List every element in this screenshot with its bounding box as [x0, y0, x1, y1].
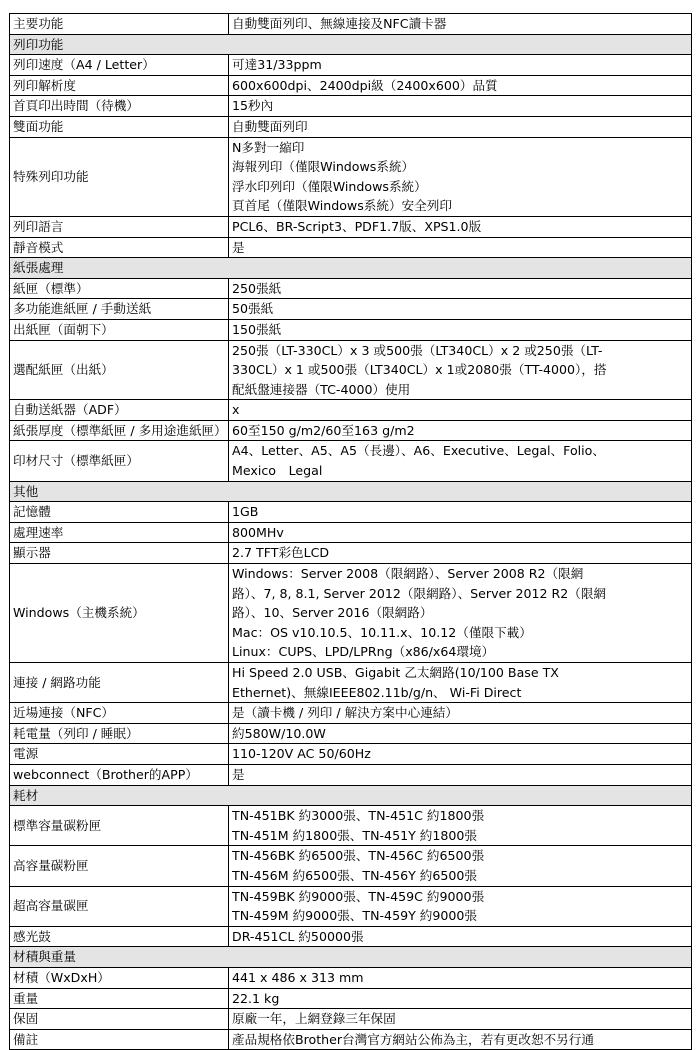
spec-value — [229, 564, 692, 663]
spec-label: 備註 — [10, 1029, 229, 1050]
spec-label: 電源 — [10, 744, 229, 765]
spec-value — [229, 886, 692, 926]
spec-value-line: Mexico Legal — [232, 463, 323, 479]
spec-label: 自動送紙器（ADF） — [10, 400, 229, 421]
section-header-row — [10, 481, 692, 502]
spec-value-line: TN-451BK 約3000張、TN-451C 約1800張 — [232, 808, 485, 824]
spec-label: 處理速率 — [10, 522, 229, 543]
spec-label: 標準容量碳粉匣 — [10, 806, 229, 846]
spec-value — [229, 967, 692, 988]
spec-value-line: Hi Speed 2.0 USB、Gigabit 乙太網路(10/100 Base TX — [232, 665, 559, 680]
spec-row — [10, 703, 692, 724]
spec-value-line: 可達31/33ppm — [232, 57, 322, 73]
spec-row — [10, 886, 692, 926]
spec-row — [10, 663, 692, 703]
spec-value-line: TN-456BK 約6500張、TN-456C 約6500張 — [232, 848, 485, 864]
spec-label: 保固 — [10, 1009, 229, 1030]
spec-row — [10, 96, 692, 117]
spec-label: 顯示器 — [10, 543, 229, 564]
spec-value-line: x — [232, 402, 240, 418]
spec-row — [10, 340, 692, 400]
spec-row — [10, 522, 692, 543]
spec-value — [229, 400, 692, 421]
section-header-row — [10, 947, 692, 968]
spec-value-line: 產品規格依Brother台灣官方網站公佈為主，若有更改恕不另行通 — [232, 1031, 594, 1047]
spec-value-line: 路）、7, 8, 8.1, Server 2012（限網路）、Server 2012 R2（限網 — [232, 585, 607, 601]
spec-value-line: 是（讀卡機 / 列印 / 解決方案中心連結） — [232, 705, 458, 721]
spec-value-line: TN-459BK 約9000張、TN-459C 約9000張 — [232, 888, 485, 904]
spec-value-line: N多對一縮印 — [232, 139, 305, 155]
spec-row — [10, 988, 692, 1009]
spec-row — [10, 723, 692, 744]
spec-row — [10, 278, 692, 299]
spec-value — [229, 420, 692, 441]
spec-value — [229, 319, 692, 340]
spec-value-line: 441 x 486 x 313 mm — [232, 969, 364, 985]
spec-value — [229, 299, 692, 320]
spec-value-line: DR-451CL 約50000張 — [232, 928, 364, 944]
spec-row — [10, 216, 692, 237]
spec-value — [229, 502, 692, 523]
spec-label: 耗電量（列印 / 睡眠） — [10, 723, 229, 744]
spec-value-line: Linux：CUPS、LPD/LPRng（x86/x64環境） — [232, 644, 495, 660]
spec-value-line: TN-459M 約9000張、TN-459Y 約9000張 — [232, 908, 478, 924]
spec-label: 多功能進紙匣 / 手動送紙 — [10, 299, 229, 320]
spec-value — [229, 340, 692, 400]
spec-value-line: 800MHv — [232, 524, 284, 540]
spec-label: 近場連接（NFC） — [10, 703, 229, 724]
spec-value-line: TN-456M 約6500張、TN-456Y 約6500張 — [232, 867, 478, 883]
spec-value-line: 約580W/10.0W — [232, 725, 326, 741]
spec-label: 感光鼓 — [10, 926, 229, 947]
spec-row — [10, 502, 692, 523]
spec-label: 首頁印出時間（待機） — [10, 96, 229, 117]
spec-value-line: 60至150 g/m2/60至163 g/m2 — [232, 422, 415, 438]
spec-label: 列印解析度 — [10, 75, 229, 96]
spec-row — [10, 1009, 692, 1030]
spec-value — [229, 846, 692, 886]
spec-label: 記憶體 — [10, 502, 229, 523]
spec-value — [229, 764, 692, 785]
spec-row — [10, 75, 692, 96]
spec-label: 超高容量碳匣 — [10, 886, 229, 926]
spec-table-body — [10, 14, 692, 1050]
spec-value-line: Mac：OS v10.10.5、10.11.x、10.12（僅限下載） — [232, 624, 532, 640]
spec-value-line: 原廠一年，上網登錄三年保固 — [232, 1011, 396, 1027]
spec-value-line: 是 — [232, 766, 245, 782]
spec-row — [10, 564, 692, 663]
spec-value-line: 22.1 kg — [232, 990, 280, 1006]
spec-value — [229, 1009, 692, 1030]
spec-label: 連接 / 網路功能 — [10, 663, 229, 703]
spec-value — [229, 926, 692, 947]
spec-label: 列印語言 — [10, 216, 229, 237]
spec-label: 紙匣（標準） — [10, 278, 229, 299]
spec-value-line: 浮水印列印（僅限Windows系統） — [232, 178, 427, 194]
spec-row — [10, 137, 692, 216]
spec-value-line: 15秒內 — [232, 98, 274, 114]
spec-value-line: 50張紙 — [232, 301, 274, 317]
spec-label: 印材尺寸（標準紙匣） — [10, 441, 229, 481]
spec-label: webconnect（Brother的APP） — [10, 764, 229, 785]
spec-label: 紙張厚度（標準紙匣 / 多用途進紙匣） — [10, 420, 229, 441]
spec-row — [10, 14, 692, 35]
spec-value-line: Ethernet)、無線IEEE802.11b/g/n、 Wi-Fi Direct — [232, 684, 522, 700]
spec-value-line: 330CL）x 1 或500張（LT340CL）x 1或2080張（TT-4000），搭 — [232, 362, 607, 378]
spec-row — [10, 967, 692, 988]
spec-label: 材積（WxDxH） — [10, 967, 229, 988]
spec-value — [229, 723, 692, 744]
spec-row — [10, 846, 692, 886]
spec-label: 雙面功能 — [10, 116, 229, 137]
spec-row — [10, 806, 692, 846]
spec-label: 高容量碳粉匣 — [10, 846, 229, 886]
spec-value-line: 150張紙 — [232, 321, 282, 337]
spec-label: 出紙匣（面朝下） — [10, 319, 229, 340]
spec-value-line: 1GB — [232, 504, 259, 520]
spec-row — [10, 116, 692, 137]
spec-value — [229, 55, 692, 76]
spec-row — [10, 299, 692, 320]
spec-row — [10, 441, 692, 481]
spec-value — [229, 441, 692, 481]
spec-row — [10, 420, 692, 441]
spec-row — [10, 55, 692, 76]
spec-value-line: 是 — [232, 239, 245, 255]
spec-value — [229, 75, 692, 96]
spec-value — [229, 663, 692, 703]
spec-value-line: 250張紙 — [232, 280, 282, 296]
spec-value-line: 250張（LT-330CL）x 3 或500張（LT340CL）x 2 或250張（LT- — [232, 342, 603, 358]
spec-label: 列印速度（A4 / Letter） — [10, 55, 229, 76]
spec-value-line: 頁首尾（僅限Windows系統）安全列印 — [232, 198, 452, 214]
spec-row — [10, 1029, 692, 1050]
section-header-row — [10, 258, 692, 279]
spec-value — [229, 96, 692, 117]
spec-value-line: 2.7 TFT彩色LCD — [232, 545, 330, 561]
section-title: 材積與重量 — [10, 947, 692, 968]
spec-value — [229, 522, 692, 543]
spec-label: 靜音模式 — [10, 237, 229, 258]
section-title: 列印功能 — [10, 34, 692, 55]
section-title: 其他 — [10, 481, 692, 502]
spec-value — [229, 137, 692, 216]
spec-label: 特殊列印功能 — [10, 137, 229, 216]
spec-value-line: A4、Letter、A5、A5（長邊）、A6、Executive、Legal、Folio、 — [232, 443, 605, 459]
spec-value-line: TN-451M 約1800張、TN-451Y 約1800張 — [232, 827, 478, 843]
spec-row — [10, 926, 692, 947]
spec-row — [10, 744, 692, 765]
spec-value — [229, 543, 692, 564]
spec-row — [10, 543, 692, 564]
spec-value — [229, 237, 692, 258]
spec-label: 主要功能 — [10, 14, 229, 35]
spec-value-line: 110-120V AC 50/60Hz — [232, 746, 371, 762]
spec-value — [229, 278, 692, 299]
spec-table — [9, 13, 692, 1050]
spec-row — [10, 764, 692, 785]
spec-value-line: PCL6、BR-Script3、PDF1.7版、XPS1.0版 — [232, 218, 482, 234]
spec-value-line: 自動雙面列印 — [232, 118, 308, 134]
spec-row — [10, 400, 692, 421]
spec-value-line: 自動雙面列印、無線連接及NFC讀卡器 — [232, 16, 447, 31]
spec-value-line: 配紙盤連接器（TC-4000）使用 — [232, 381, 411, 397]
spec-value — [229, 116, 692, 137]
spec-row — [10, 237, 692, 258]
section-header-row — [10, 34, 692, 55]
section-title: 紙張處理 — [10, 258, 692, 279]
spec-value-line: Windows：Server 2008（限網路）、Server 2008 R2（限網 — [232, 566, 584, 582]
spec-value-line: 海報列印（僅限Windows系統） — [232, 159, 415, 175]
spec-value-line: 600x600dpi、2400dpi級（2400x600）品質 — [232, 77, 498, 93]
spec-value-line: 路）、10、Server 2016（限網路） — [232, 605, 433, 621]
spec-label: Windows（主機系統） — [10, 564, 229, 663]
spec-label: 選配紙匣（出紙） — [10, 340, 229, 400]
spec-value — [229, 216, 692, 237]
spec-value — [229, 14, 692, 35]
section-title: 耗材 — [10, 785, 692, 806]
spec-row — [10, 319, 692, 340]
spec-label: 重量 — [10, 988, 229, 1009]
section-header-row — [10, 785, 692, 806]
spec-value — [229, 744, 692, 765]
spec-value — [229, 988, 692, 1009]
spec-value — [229, 1029, 692, 1050]
spec-value — [229, 703, 692, 724]
spec-value — [229, 806, 692, 846]
